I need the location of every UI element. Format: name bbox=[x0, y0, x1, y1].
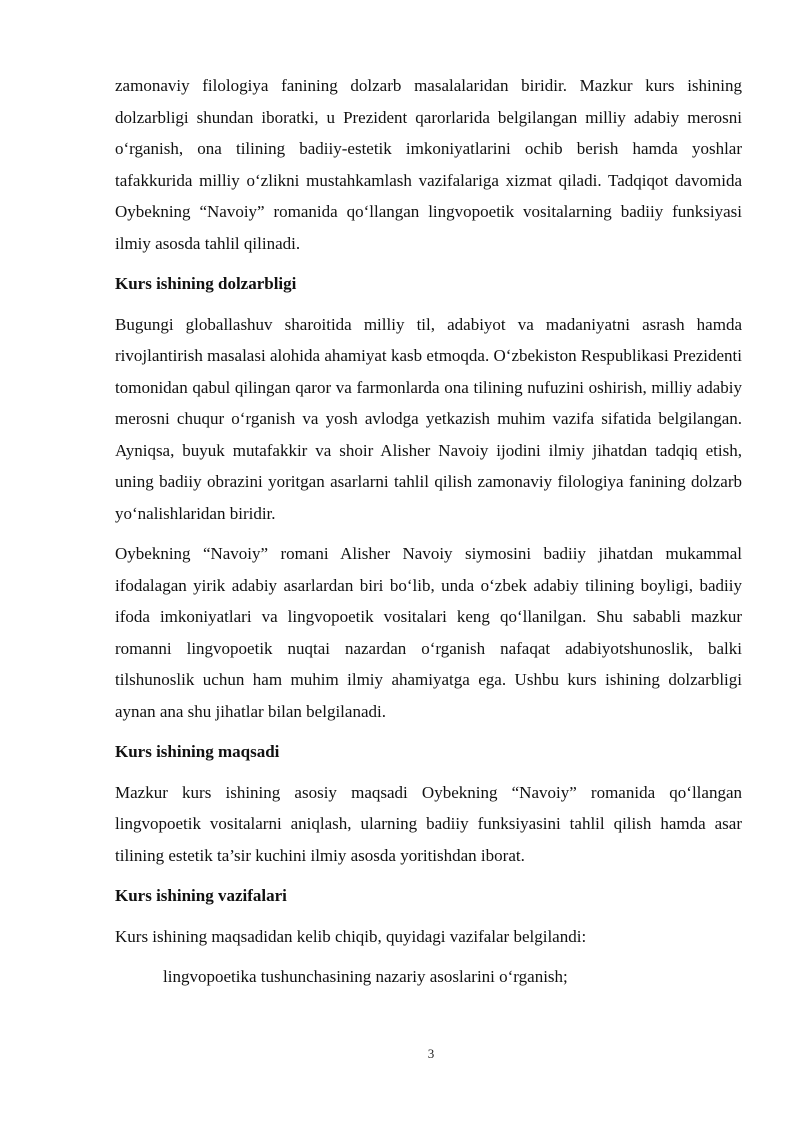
page-number: 3 bbox=[427, 1046, 435, 1061]
tasks-intro-paragraph: Kurs ishining maqsadidan kelib chiqib, quyidagi vazifalar belgilandi: bbox=[115, 926, 587, 946]
intro-paragraph: zamonaviy filologiya fanining dolzarb masalalaridan biridir. Mazkur kurs ishining dolzarbligi shundan iboratki, u Prezident qarorlarida belgilangan milliy adabiy merosni o‘rganish, ona tilining badiiy-estetik imkoniyatlarini ochib berish hamda yoshlar tafakkurida milliy o‘zlikni mustahkamlash vazifalariga xizmat qiladi. Tadqiqot davomida Oybekning “Navoiy” romanida qo‘llangan lingvopoetik vositalarning badiiy funksiyasi ilmiy asosda tahlil qilinadi. bbox=[115, 76, 742, 253]
tasks-heading: Kurs ishining vazifalari bbox=[115, 886, 287, 905]
relevance-paragraph-1: Bugungi globallashuv sharoitida milliy til, adabiyot va madaniyatni asrash hamda rivojlantirish masalasi alohida ahamiyat kasb etmoqda. O‘zbekiston Respublikasi Prezidenti tomonidan qabul qilingan qaror va farmonlarda ona tilining nufuzini oshirish, milliy adabiy merosni chuqur o‘rganish va yosh avlodga yetkazish muhim vazifa sifatida belgilangan. Ayniqsa, buyuk mutafakkir va shoir Alisher Navoiy ijodini ilmiy jihatdan tadqiq etish, uning badiiy obrazini yoritgan asarlarni tahlil qilish zamonaviy filologiya fanining dolzarb yo‘nalishlaridan biridir. bbox=[115, 314, 742, 523]
goal-paragraph: Mazkur kurs ishining asosiy maqsadi Oybekning “Navoiy” romanida qo‘llangan lingvopoetik vositalarni aniqlash, ularning badiiy funksiyasini tahlil qilish hamda asar tilining estetik ta’sir kuchini ilmiy asosda yoritishdan iborat. bbox=[115, 782, 742, 865]
relevance-paragraph-2: Oybekning “Navoiy” romani Alisher Navoiy siymosini badiiy jihatdan mukammal ifodalagan yirik adabiy asarlardan biri bo‘lib, unda o‘zbek adabiy tilining boyligi, badiiy ifoda imkoniyatlari va lingvopoetik vositalari keng qo‘llanilgan. Shu sababli mazkur romanni lingvopoetik nuqtai nazardan o‘rganish nafaqat adabiyotshunoslik, balki tilshunoslik uchun ham muhim ilmiy ahamiyatga ega. Ushbu kurs ishining dolzarbligi aynan ana shu jihatlar bilan belgilanadi. bbox=[115, 544, 742, 721]
relevance-heading: Kurs ishining dolzarbligi bbox=[115, 274, 297, 293]
task-list-item: lingvopoetika tushunchasining nazariy asoslarini o‘rganish; bbox=[163, 967, 568, 986]
goal-heading: Kurs ishining maqsadi bbox=[115, 742, 280, 761]
